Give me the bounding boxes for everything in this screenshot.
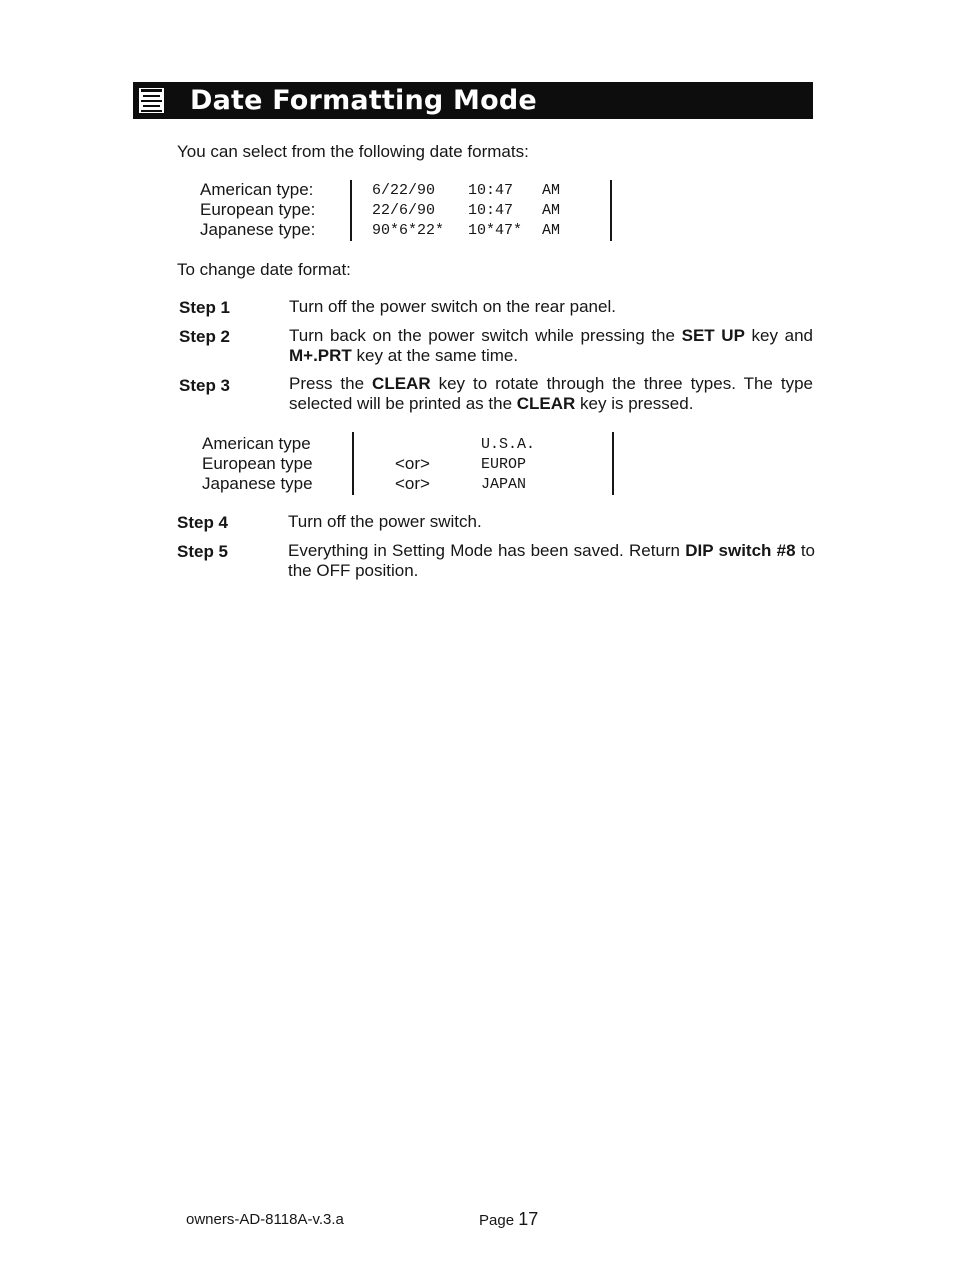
change-heading: To change date format: — [177, 260, 351, 279]
format-ampm-japanese: AM — [542, 222, 561, 239]
print-label-european: European type — [202, 454, 313, 473]
step-2-text-part: key at the same time. — [351, 346, 519, 365]
or-separator: <or> — [395, 454, 430, 473]
step-1-text: Turn off the power switch on the rear panel. — [289, 297, 616, 316]
format-date-japanese: 90*6*22* — [372, 222, 445, 239]
step-2-text — [289, 326, 813, 366]
print-code-europ: EUROP — [481, 456, 527, 473]
step-2-text-part: key and — [744, 326, 813, 345]
step-3-text-part: key is pressed. — [575, 394, 694, 413]
step-3-text-part: key to rotate through the three types. The type selected will be printed as the — [289, 374, 813, 413]
dip-switch-name: DIP switch #8 — [685, 541, 796, 560]
page-number: 17 — [518, 1209, 539, 1229]
step-3-text — [289, 374, 813, 414]
step-1-label: Step 1 — [179, 298, 231, 317]
format-time-european: 10:47 — [468, 202, 514, 219]
intro-text: You can select from the following date formats: — [177, 142, 529, 161]
format-time-japanese: 10*47* — [468, 222, 523, 239]
format-label-japanese: Japanese type: — [200, 220, 316, 239]
step-4-text: Turn off the power switch. — [288, 512, 482, 531]
page-label: Page — [479, 1212, 515, 1229]
step-2-text-part: Turn back on the power switch while pressing the — [289, 326, 682, 345]
document-icon — [137, 86, 166, 115]
format-label-european: European type: — [200, 200, 316, 219]
format-date-american: 6/22/90 — [372, 182, 436, 199]
print-label-american: American type — [202, 434, 311, 453]
format-ampm-european: AM — [542, 202, 561, 219]
footer-doc-id: owners-AD-8118A-v.3.a — [186, 1211, 344, 1228]
step-5-text-part: to the OFF position. — [288, 541, 815, 580]
step-5-text-part: Everything in Setting Mode has been saved. Return — [288, 541, 686, 560]
table-divider-left — [350, 180, 352, 241]
step-3-text-part: Press the — [289, 374, 373, 393]
footer-page — [479, 1209, 538, 1230]
print-code-japan: JAPAN — [481, 476, 527, 493]
setup-key-name: SET UP — [681, 326, 745, 345]
print-code-usa: U.S.A. — [481, 436, 536, 453]
step-4-label: Step 4 — [177, 513, 229, 532]
format-label-american: American type: — [200, 180, 314, 199]
print-table-divider-left — [352, 432, 354, 495]
step-2-label: Step 2 — [179, 327, 231, 346]
step-5-label: Step 5 — [177, 542, 229, 561]
print-label-japanese: Japanese type — [202, 474, 313, 493]
format-date-european: 22/6/90 — [372, 202, 436, 219]
print-table-divider-right — [612, 432, 614, 495]
step-3-label: Step 3 — [179, 376, 231, 395]
mprt-key-name: M+.PRT — [289, 346, 352, 365]
section-header — [133, 82, 813, 119]
or-separator: <or> — [395, 474, 430, 493]
page-title: Date Formatting Mode — [190, 85, 537, 116]
table-divider-right — [610, 180, 612, 241]
step-5-text — [288, 541, 815, 581]
clear-key-name: CLEAR — [372, 374, 431, 393]
format-ampm-american: AM — [542, 182, 561, 199]
clear-key-name: CLEAR — [516, 394, 576, 413]
format-time-american: 10:47 — [468, 182, 514, 199]
